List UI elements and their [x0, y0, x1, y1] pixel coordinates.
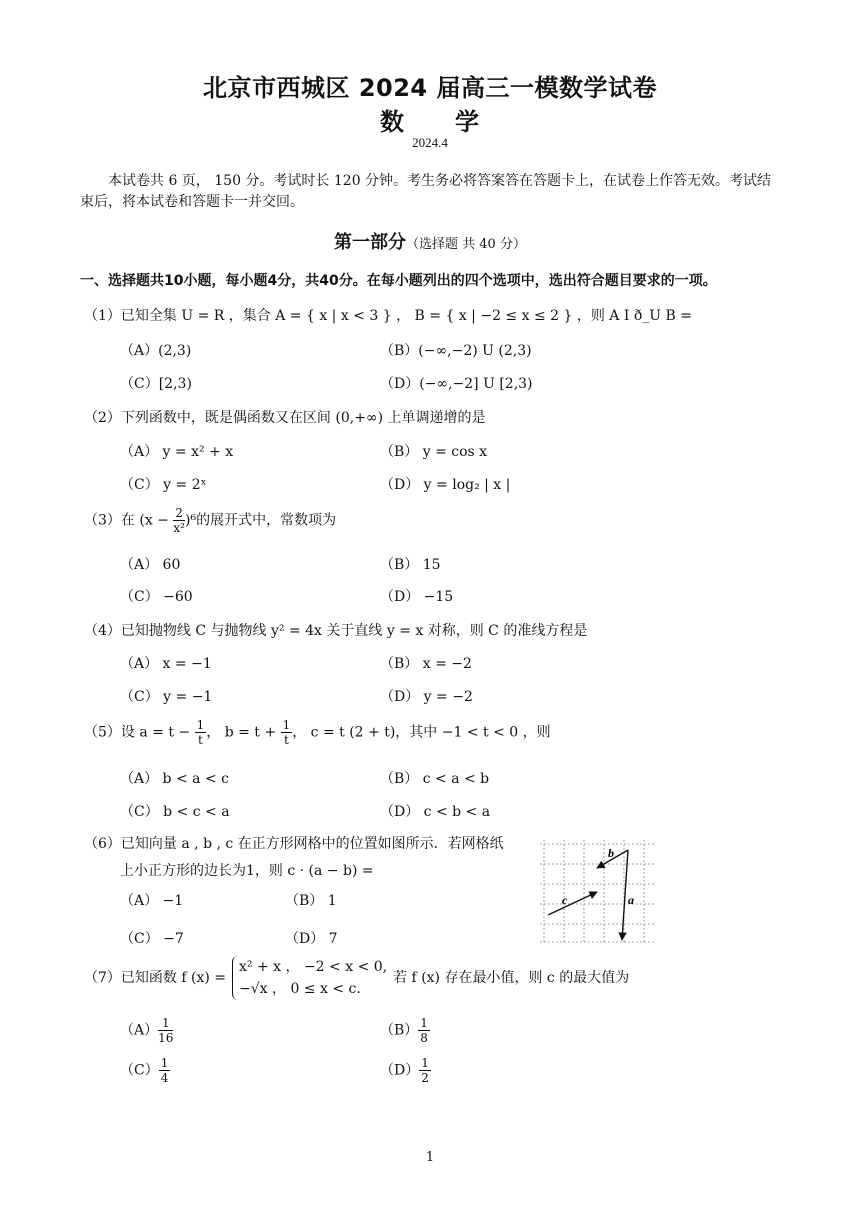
- q5-fraction-a: $\frac{1}{t}$: [196, 718, 205, 747]
- q6-stem-continued: 上小正方形的边长为1，则 c · (a − b) =: [120, 863, 374, 879]
- q4-option-b[interactable]: （B） x = −2: [380, 656, 472, 672]
- q5-option-d[interactable]: （D） c < b < a: [380, 804, 491, 820]
- q1-option-a[interactable]: （A）(2,3): [120, 343, 192, 359]
- question-number: （4）: [84, 623, 121, 639]
- q5-fraction-b: $\frac{1}{t}$: [282, 718, 291, 747]
- part-note: （选择题 共 40 分）: [406, 237, 526, 252]
- q5-option-a[interactable]: （A） b < a < c: [120, 771, 229, 787]
- question-stem: 若 f (x) 存在最小值，则 c 的最大值为: [393, 970, 630, 986]
- vector-c: [548, 892, 597, 915]
- question-number: （5）: [84, 724, 121, 741]
- q5-option-c[interactable]: （C） b < c < a: [120, 804, 230, 820]
- q2-option-a[interactable]: （A） y = x² + x: [120, 444, 234, 460]
- label-c: c: [562, 893, 568, 907]
- question-7: [84, 956, 629, 1000]
- q1-option-d[interactable]: （D）(−∞,−2] U [2,3): [380, 376, 533, 392]
- q7-option-a[interactable]: （A） $\frac{1}{16}$: [120, 1016, 174, 1045]
- question-stem: 已知全集 U = R ，集合 A = { x | x < 3 } ， B = { x | −2 ≤ x ≤ 2 } ，则 A I ð_U B =: [120, 308, 692, 324]
- q4-option-a[interactable]: （A） x = −1: [120, 656, 212, 672]
- q2-option-c[interactable]: （C） y = 2ˣ: [120, 477, 207, 493]
- question-stem: 已知向量 a , b , c 在正方形网格中的位置如图所示．若网格纸: [120, 836, 504, 852]
- question-stem: 已知抛物线 C 与抛物线 y² = 4x 关于直线 y = x 对称，则 C 的准线方程是: [120, 623, 588, 639]
- question-4: [84, 620, 587, 640]
- q6-option-d[interactable]: （D） 7: [285, 931, 338, 947]
- q1-option-c[interactable]: （C）[2,3): [120, 376, 192, 392]
- exam-date: 2024.4: [412, 135, 448, 150]
- question-number: （7）: [84, 970, 121, 986]
- label-a: a: [628, 893, 634, 907]
- q6-option-a[interactable]: （A） −1: [120, 893, 184, 909]
- part-title: 第一部分: [334, 232, 407, 253]
- question-stem: 的展开式中，常数项为: [196, 512, 337, 529]
- q5-a-def: 设 a = t −: [120, 724, 191, 741]
- q3-power: )⁶: [185, 512, 197, 529]
- q5-b-def: ， b = t +: [206, 724, 277, 741]
- q3-expr-prefix: 在 (x −: [120, 512, 169, 529]
- question-number: （2）: [84, 410, 121, 426]
- question-3: [84, 506, 336, 535]
- q2-option-d[interactable]: （D） y = log₂ | x |: [380, 477, 511, 493]
- vector-grid-figure: [538, 838, 660, 944]
- q7-option-b[interactable]: （B） $\frac{1}{8}$: [380, 1016, 428, 1045]
- question-number: （1）: [84, 308, 121, 324]
- part-heading: [0, 228, 860, 254]
- q3-option-b[interactable]: （B） 15: [380, 557, 441, 573]
- q7-piecewise: x² + x ， −2 < x < 0, −√x ， 0 ≤ x < c.: [232, 956, 387, 1000]
- q3-option-a[interactable]: （A） 60: [120, 557, 181, 573]
- q4-option-c[interactable]: （C） y = −1: [120, 689, 213, 705]
- q3-option-c[interactable]: （C） −60: [120, 589, 193, 605]
- q5-c-def: ， c = t (2 + t): [292, 724, 396, 741]
- q7-function-prefix: 已知函数 f (x) =: [120, 970, 227, 986]
- question-stem: 下列函数中，既是偶函数又在区间 (0,+∞) 上单调递增的是: [120, 410, 486, 426]
- grid-lines: [540, 840, 656, 942]
- q7-option-c[interactable]: （C） $\frac{1}{4}$: [120, 1056, 169, 1085]
- q3-option-d[interactable]: （D） −15: [380, 589, 454, 605]
- question-6: [84, 833, 504, 853]
- q4-option-d[interactable]: （D） y = −2: [380, 689, 473, 705]
- page-number: 1: [425, 1150, 435, 1165]
- label-b: b: [608, 846, 614, 860]
- q7-option-d[interactable]: （D） $\frac{1}{2}$: [380, 1056, 429, 1085]
- question-number: （6）: [84, 836, 121, 852]
- question-1: [84, 305, 692, 325]
- section-instructions: 一、选择题共10小题，每小题4分，共40分。在每小题列出的四个选项中，选出符合题目要求的一项。: [80, 273, 717, 289]
- exam-title: 北京市西城区 2024 届高三一模数学试卷: [202, 74, 657, 102]
- exam-intro: 本试卷共 6 页， 150 分。考试时长 120 分钟。考生务必将答案答在答题卡上，在试卷上作答无效。考试结束后，将本试卷和答题卡一并交回。: [80, 173, 772, 210]
- question-stem: ，其中 −1 < t < 0 ，则: [395, 724, 551, 741]
- q6-option-b[interactable]: （B） 1: [285, 893, 337, 909]
- question-5: [84, 718, 551, 747]
- q5-option-b[interactable]: （B） c < a < b: [380, 771, 490, 787]
- question-number: （3）: [84, 512, 121, 529]
- question-2: [84, 407, 486, 427]
- q2-option-b[interactable]: （B） y = cos x: [380, 444, 488, 460]
- q1-option-b[interactable]: （B）(−∞,−2) U (2,3): [380, 343, 532, 359]
- exam-subject: 数 学: [380, 108, 480, 136]
- q6-option-c[interactable]: （C） −7: [120, 931, 184, 947]
- q3-fraction: $\frac{2}{\text{x²}}$: [173, 506, 185, 535]
